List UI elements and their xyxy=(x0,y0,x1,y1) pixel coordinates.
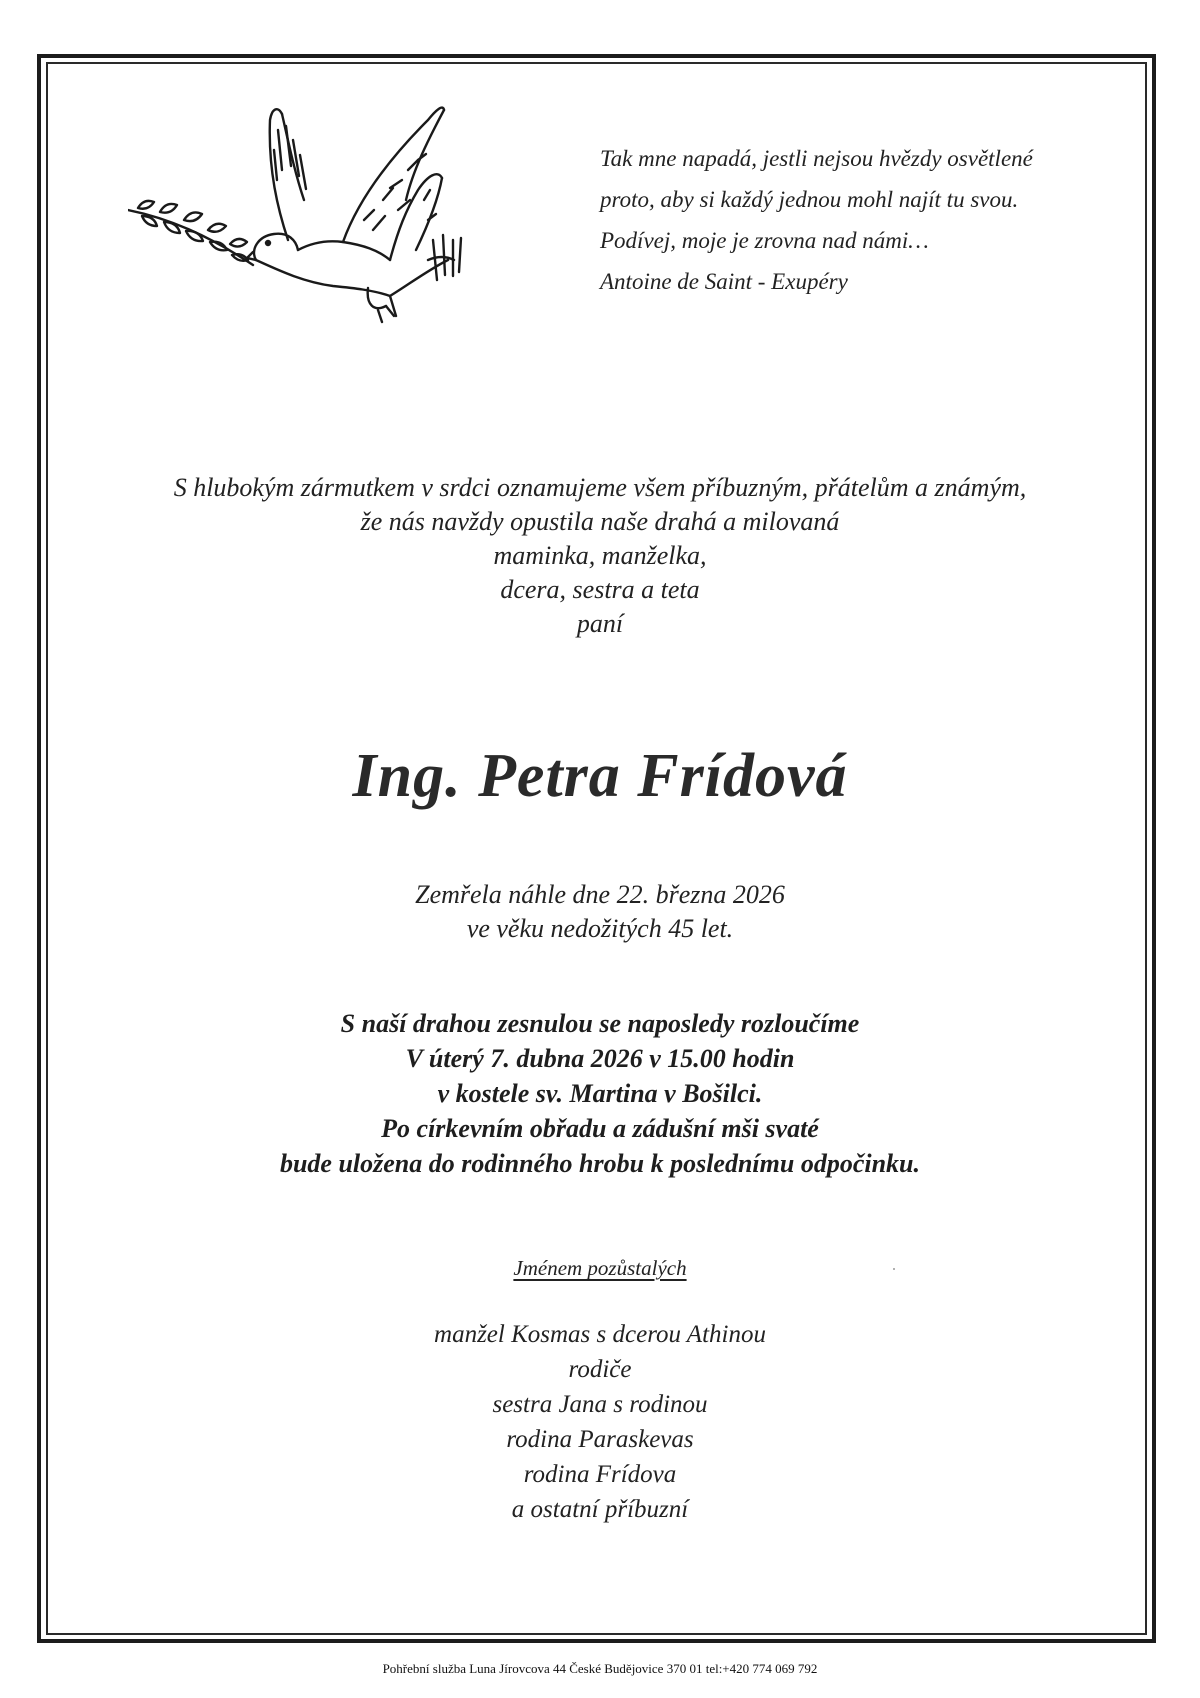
ceremony-line: v kostele sv. Martina v Bošilci. xyxy=(437,1079,763,1108)
intro-line: že nás navždy opustila naše drahá a milovaná xyxy=(360,507,840,536)
ceremony-line: bude uložena do rodinného hrobu k poslednímu odpočinku. xyxy=(279,1149,921,1178)
death-line: ve věku nedožitých 45 let. xyxy=(466,914,734,943)
mourner: a ostatní příbuzní xyxy=(511,1496,689,1523)
dove-with-olive-branch-icon xyxy=(128,100,508,350)
funeral-service-footer: Pohřební služba Luna Jírovcova 44 České Budějovice 370 01 tel:+420 774 069 792 xyxy=(382,1661,818,1676)
ceremony-info xyxy=(50,1006,1150,1181)
mourner: rodiče xyxy=(568,1356,632,1383)
quote-line: Tak mne napadá, jestli nejsou hvězdy osvětlené xyxy=(600,146,1033,171)
mourner: sestra Jana s rodinou xyxy=(492,1391,708,1418)
quote xyxy=(600,138,1100,302)
intro-line: S hlubokým zármutkem v srdci oznamujeme všem příbuzným, přátelům a známým, xyxy=(173,473,1027,502)
ceremony-line: V úterý 7. dubna 2026 v 15.00 hodin xyxy=(405,1044,795,1073)
mourner: manžel Kosmas s dcerou Athinou xyxy=(434,1321,766,1348)
mourner: rodina Frídova xyxy=(523,1461,677,1488)
intro-line: dcera, sestra a teta xyxy=(500,575,700,604)
quote-line: proto, aby si každý jednou mohl najít tu svou. xyxy=(600,187,1019,212)
announcement-intro xyxy=(50,471,1150,641)
ceremony-line: Po církevním obřadu a zádušní mši svaté xyxy=(381,1114,819,1143)
death-line: Zemřela náhle dne 22. března 2026 xyxy=(415,880,785,909)
mourners-heading: Jménem pozůstalých xyxy=(513,1256,687,1280)
deceased-name: Ing. Petra Frídová xyxy=(352,742,848,810)
paper-speck xyxy=(893,1268,895,1270)
intro-line: maminka, manželka, xyxy=(493,541,707,570)
intro-line: paní xyxy=(576,609,624,638)
mourner: rodina Paraskevas xyxy=(506,1426,694,1453)
mourners-list xyxy=(50,1317,1150,1527)
mourners-heading-wrap xyxy=(50,1254,1150,1282)
quote-line: Podívej, moje je zrovna nad námi… xyxy=(600,228,929,253)
ceremony-line: S naší drahou zesnulou se naposledy rozloučíme xyxy=(340,1009,860,1038)
death-info xyxy=(50,878,1150,946)
quote-author: Antoine de Saint - Exupéry xyxy=(600,269,848,294)
